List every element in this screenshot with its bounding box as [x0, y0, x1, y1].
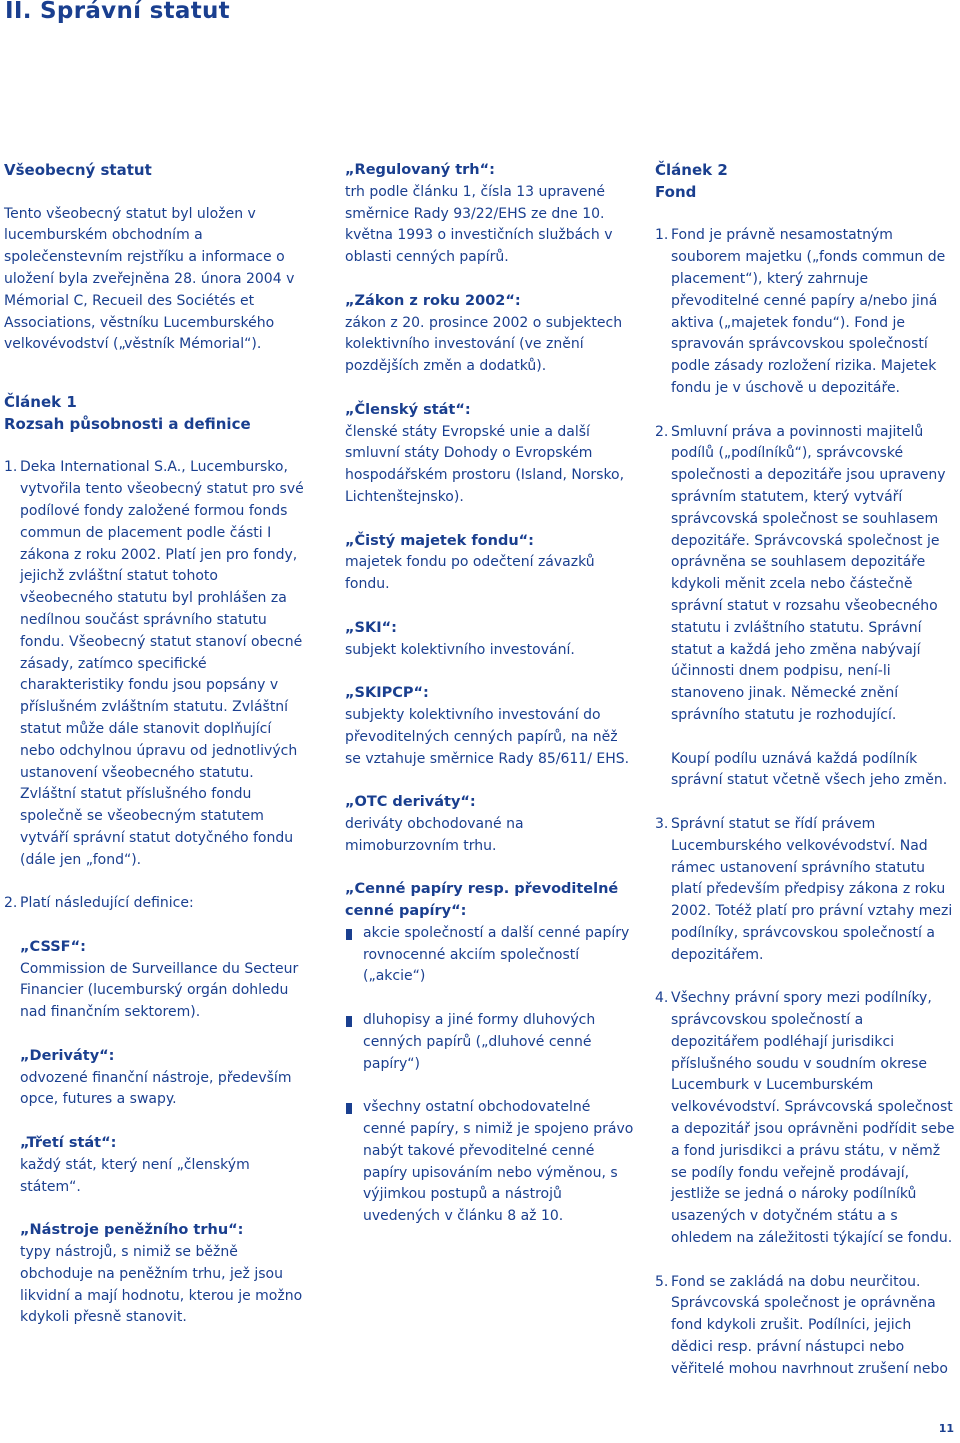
definition-term: „Nástroje peněžního trhu“: [20, 1222, 244, 1239]
item-text: Platí následující definice: [20, 895, 194, 912]
bullet-item [345, 1010, 635, 1075]
item-text: Deka International S.A., Lucembursko, vytvořila tento všeobecný statut pro své podílové fondy založené formou fonds commun de placement podle části I zákona z roku 2002. Platí jen pro fondy, jejichž zvláštní statut tohoto všeobecného statutu byl prohlášen za nedílnou součást správního statutu fondu. Všeobecný statut stanoví obecné zásady, zatímco specifické charakteristiky fondu jsou popsány v příslušném zvláštním statutu. Zvláštní statut může dále stanovit doplňující nebo odchylnou úpravu od jednotlivých ustanovení všeobecného statutu. Zvláštní statut příslušného fondu společně se všeobecným statutem vytváří správní statut dotyčného fondu (dále jen „fond“). [20, 459, 304, 868]
bullet-item [345, 1097, 635, 1228]
definition-text: subjekt kolektivního investování. [345, 641, 575, 658]
numbered-item [655, 1272, 955, 1381]
bullet-item [345, 923, 635, 988]
definition-term: „Zákon z roku 2002“: [345, 292, 521, 309]
numbered-item [655, 814, 955, 967]
column-1 [4, 160, 304, 1329]
definition-text: zákon z 20. prosince 2002 o subjektech kolektivního investování (ve znění pozdějších změn a dodatků). [345, 314, 623, 375]
definition-text: trh podle článku 1, čísla 13 upravené směrnice Rady 93/22/EHS ze dne 10. května 1993 o investičních službách v oblasti cenných papírů. [345, 183, 613, 266]
definition-term: „SKI“: [345, 619, 397, 636]
article-subheading: Fond [655, 182, 697, 201]
square-bullet-icon [345, 1010, 363, 1075]
numbered-item [4, 893, 304, 915]
item-number: 1. [4, 459, 18, 476]
item-text: Všechny právní spory mezi podílníky, správcovskou společností a depozitářem podléhají jurisdikci příslušného soudu v soudním okrese Lucemburk v Lucemburském velkovévodství. Správcovská společnost a depozitář jsou oprávněni podřídit sebe a fond jurisdikci a právu státu, v němž se podíly fondu veřejně prodávají, jestliže se jedná o nároky podílníků usazených v dotyčném státu a s ohledem na záležitosti týkající se fondu. [671, 990, 955, 1247]
definition-term: „Čistý majetek fondu“: [345, 532, 534, 549]
article-heading: Článek 1 [4, 392, 77, 411]
definition-text: subjekty kolektivního investování do převoditelných cenných papírů, na něž se vztahuje směrnice Rady 85/611/ EHS. [345, 706, 630, 767]
item-text: Fond je právně nesamostatným souborem majetku („fonds commun de placement“), který zahrnuje převoditelné cenné papíry a/nebo jiná aktiva („majetek fondu“). Fond je spravován správcovskou společností podle zásady rozložení rizika. Majetek fondu je v úschově u depozitáře. [671, 227, 946, 396]
item-number: 1. [655, 227, 669, 244]
page-title: II. Správní statut [5, 0, 230, 24]
item-number: 2. [655, 423, 669, 440]
column-2 [345, 160, 635, 1228]
definition-text: Commission de Surveillance du Secteur Financier (lucemburský orgán dohledu nad finančním sektorem). [20, 960, 299, 1021]
page-number: 11 [938, 1422, 954, 1435]
numbered-item [4, 457, 304, 871]
numbered-item [655, 225, 955, 399]
definition-list [4, 937, 304, 1329]
definition-term: „Členský stát“: [345, 401, 471, 418]
section-heading: Všeobecný statut [4, 161, 152, 179]
square-bullet-icon [345, 923, 363, 988]
item-number: 2. [4, 895, 18, 912]
column-3 [655, 160, 955, 1381]
definition-term: „Třetí stát“: [20, 1135, 117, 1152]
intro-paragraph: Tento všeobecný statut byl uložen v lucemburském obchodním a společenstevním rejstříku a informace o uložení byla zveřejněna 28. února 2004 v Mémorial C, Recueil des Sociétés et Associations, věstníku Lucemburského velkovévodství („věstník Mémorial“). [4, 205, 295, 353]
definition-term: „Regulovaný trh“: [345, 162, 495, 178]
item-number: 4. [655, 990, 669, 1007]
bullet-text: dluhopisy a jiné formy dluhových cenných papírů („dluhové cenné papíry“) [363, 1012, 596, 1072]
definition-term: „OTC deriváty“: [345, 794, 476, 811]
definition-text: členské státy Evropské unie a další smluvní státy Dohody o Evropském hospodářském prostoru (Island, Norsko, Lichtenštejnsko). [345, 423, 625, 505]
definition-text: majetek fondu po odečtení závazků fondu. [345, 554, 595, 593]
numbered-item [655, 988, 955, 1250]
square-bullet-icon [345, 1097, 363, 1228]
numbered-item [655, 422, 955, 727]
item-extra-paragraph: Koupí podílu uznává každá podílník správní statut včetně všech jeho změn. [671, 750, 948, 789]
item-text: Smluvní práva a povinnosti majitelů podílů („podílníků“), správcovské společnosti a depozitáře jsou upraveny správním statutem, který vytváří správcovská společnost se souhlasem depozitáře. Správcovská společnost je oprávněna se souhlasem depozitáře kdykoli měnit zcela nebo částečně správní statut v rozsahu všeobecného statutu i zvláštního statutu. Správní statut a každá jeho změna nabývají účinnosti dnem podpisu, není-li stanoveno jinak. Německé znění správního statutu je rozhodující. [671, 423, 946, 723]
definition-term: „Deriváty“: [20, 1047, 115, 1064]
item-number: 3. [655, 815, 669, 832]
definition-text: každý stát, který není „členským státem“. [20, 1156, 250, 1195]
article-subheading: Rozsah působnosti a definice [4, 414, 251, 433]
item-text: Správní statut se řídí právem Lucemburského velkovévodství. Nad rámec ustanovení správního statutu platí především předpisy zákona z roku 2002. Totéž platí pro právní vztahy mezi podílníky, správcovskou společností a depozitářem. [671, 815, 953, 963]
definition-term: „SKIPCP“: [345, 685, 429, 702]
definition-text: odvozené finanční nástroje, především opce, futures a swapy. [20, 1069, 292, 1108]
article-heading: Článek 2 [655, 161, 728, 179]
definition-text: typy nástrojů, s nimiž se běžně obchoduje na peněžním trhu, jež jsou likvidní a mají hodnotu, kterou je možno kdykoli přesně stanovit. [20, 1244, 303, 1326]
item-text: Fond se zakládá na dobu neurčitou. Správcovská společnost je oprávněna fond kdykoli zrušit. Podílníci, jejich dědici resp. právní nástupci nebo věřitelé mohou navrhnout zrušení nebo [671, 1273, 948, 1377]
item-number: 5. [655, 1273, 669, 1290]
bullet-text: všechny ostatní obchodovatelné cenné papíry, s nimiž je spojeno právo nabýt takové převoditelné cenné papíry upisováním nebo výměnou, s výjimkou postupů a nástrojů uvedených v článku 8 až 10. [363, 1099, 634, 1225]
definition-term: „Cenné papíry resp. převoditelné cenné papíry“: [345, 881, 619, 920]
bullet-text: akcie společností a další cenné papíry rovnocenné akciím společností („akcie“) [363, 924, 630, 985]
definition-text: deriváty obchodované na mimoburzovním trhu. [345, 815, 524, 854]
definition-term: „CSSF“: [20, 938, 86, 955]
